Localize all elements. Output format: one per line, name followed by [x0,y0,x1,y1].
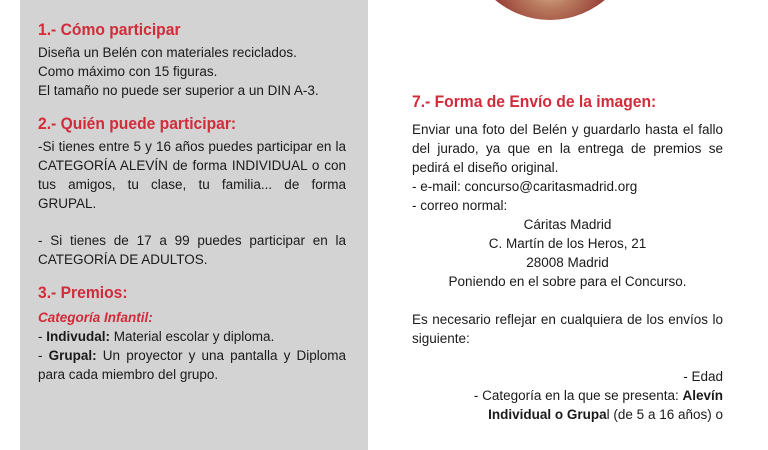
prize-individual-text: Material escolar y diploma. [110,329,275,344]
address-line-2: C. Martín de los Heros, 21 [488,236,647,251]
address-line-3: 28008 Madrid [526,255,609,270]
send-mail: - correo normal: [412,198,508,213]
prize-category: Categoría Infantil: [38,310,153,325]
prize-group: - Grupal: Un proyector y una pantalla y Diploma para cada miembro del grupo. [38,348,346,382]
requirement-category-text: - Categoría en la que se presenta: [473,388,683,403]
nativity-photo [465,0,635,20]
address-line-4: Poniendo en el sobre para el Concurso. [448,274,687,289]
section-1-title: 1.- Cómo participar [38,20,181,39]
right-content [412,92,723,424]
address-line-1: Cáritas Madrid [523,217,612,232]
left-content [38,20,346,384]
section-2-title: 2.- Quién puede participar: [38,114,237,133]
section-1-line-2: Como máximo con 15 figuras. [38,64,218,79]
section-3-title: 3.- Premios: [38,283,128,302]
requirement-category [412,386,723,405]
requirements-note: Es necesario reflejar en cualquiera de los envíos lo siguiente: [412,312,723,346]
send-email: - e-mail: concurso@caritasmadrid.org [412,179,638,194]
prize-individual-label: Indivudal: [46,329,110,344]
prize-individual: - Indivudal: Material escolar y diploma. [38,329,275,344]
section-7-title: 7.- Forma de Envío de la imagen: [412,92,657,111]
requirement-age: - Edad [683,369,723,384]
section-2-paragraph-2: - Si tienes de 17 a 99 puedes participar en la CATEGORÍA DE ADULTOS. [38,233,346,267]
section-1-line-1: Diseña un Belén con materiales reciclados. [38,45,297,60]
prize-group-label: Grupal: [48,348,97,363]
requirement-category-cont [412,405,723,424]
requirement-group-text: l (de 5 a 16 años) o [606,407,723,422]
prize-group-text: Un proyector y una pantalla y Diploma para cada miembro del grupo. [38,348,346,382]
requirement-group-bold: Individual o Grupa [488,407,607,422]
send-intro: Enviar una foto del Belén y guardarlo hasta el fallo del jurado, ya que en la entrega de premios se pedirá el diseño original. [412,122,723,175]
requirement-category-bold: Alevín [682,388,723,403]
section-2-paragraph-1: -Si tienes entre 5 y 16 años puedes participar en la CATEGORÍA ALEVÍN de forma INDIVIDUAL o con tus amigos, tu clase, tu familia... de forma GRUPAL. [38,139,346,211]
left-panel [20,0,368,450]
section-1-line-3: El tamaño no puede ser superior a un DIN A-3. [38,83,319,98]
